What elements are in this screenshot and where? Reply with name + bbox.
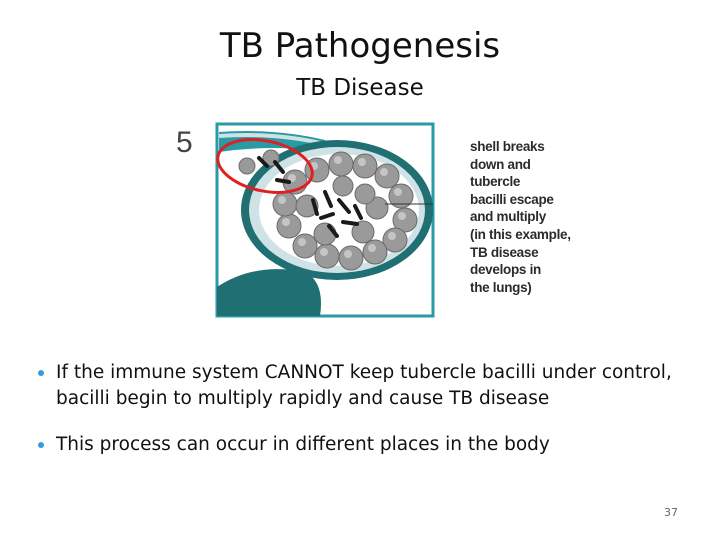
caption-line: (in this example, — [470, 226, 571, 242]
slide-subtitle: TB Disease — [296, 75, 424, 101]
slide-title: TB Pathogenesis — [219, 26, 501, 66]
caption-line: the lungs) — [470, 279, 532, 295]
bullet-dot-icon — [38, 442, 44, 448]
bullet-item — [36, 360, 686, 412]
figure-caption — [470, 138, 600, 296]
caption-line: shell breaks — [470, 139, 545, 154]
caption-line: develops in — [470, 262, 541, 278]
tubercle-illustration — [215, 122, 435, 318]
bullet-text: This process can occur in different places in the body — [56, 434, 550, 455]
caption-line: bacilli escape — [470, 191, 554, 207]
bullet-item — [36, 432, 686, 458]
page-number: 37 — [664, 506, 678, 519]
figure-step-number: 5 — [176, 126, 193, 159]
caption-line: TB disease — [470, 244, 539, 260]
pathogenesis-figure — [170, 118, 600, 323]
bullet-text: If the immune system CANNOT keep tubercle bacilli under control, bacilli begin to multiply rapidly and cause TB disease — [56, 362, 672, 409]
caption-line: and multiply — [470, 209, 546, 225]
bullet-list — [36, 360, 686, 478]
caption-line: down and — [470, 156, 531, 172]
caption-line: tubercle — [470, 174, 521, 190]
bullet-dot-icon — [38, 370, 44, 376]
